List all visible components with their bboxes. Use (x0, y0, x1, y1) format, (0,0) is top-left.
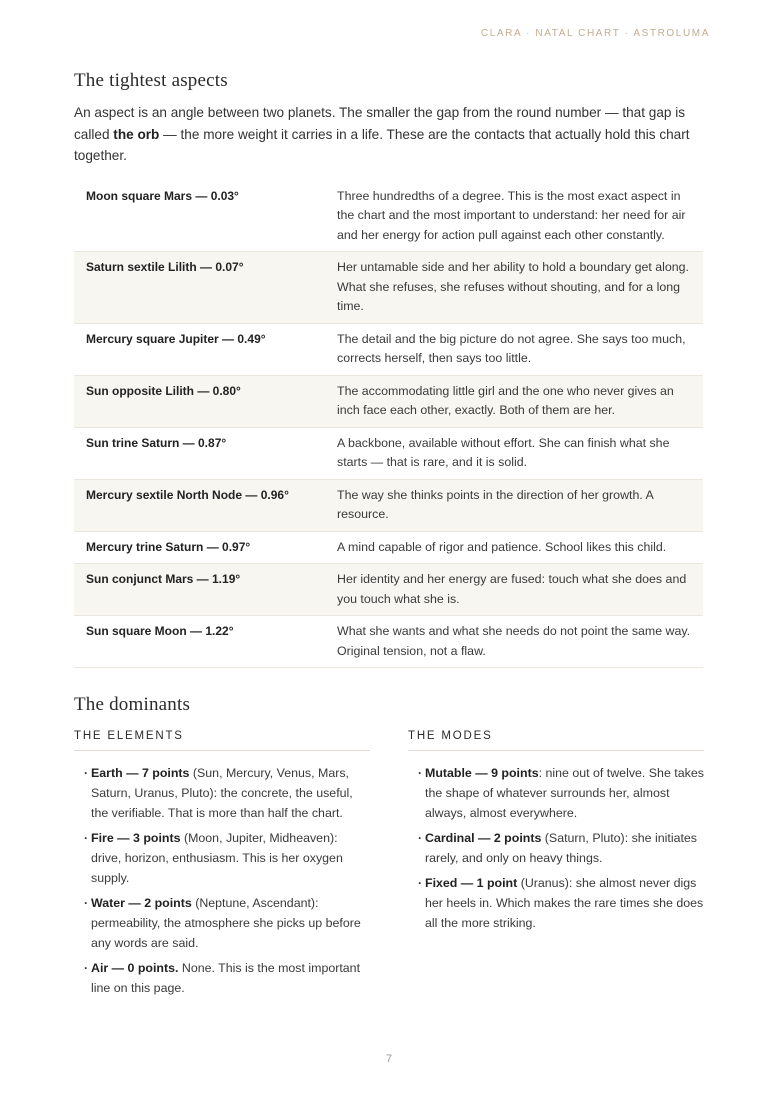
list-item (418, 763, 704, 823)
item-bold: Mutable — 9 points (425, 766, 539, 780)
content (74, 70, 704, 1003)
intro-text-start: An aspect is an angle between two planets. The smaller the gap from the round number — that gap is called (74, 105, 686, 142)
item-bold: Earth — 7 points (91, 766, 190, 780)
item-bold: Water — 2 points (91, 896, 192, 910)
modes-column (408, 730, 704, 1003)
dominants-title: The dominants (74, 694, 191, 715)
table-row (74, 564, 703, 616)
aspect-description: Three hundredths of a degree. This is the most exact aspect in the chart and the most important to understand: her need for air and her energy for action pull against each other constantly. (337, 188, 686, 242)
aspect-description: The way she thinks points in the direction of her growth. A resource. (337, 487, 654, 521)
list-item (418, 873, 704, 933)
table-row (74, 427, 703, 479)
item-text: (Moon, Jupiter, Midheaven): drive, horizon, enthusiasm. This is her oxygen supply. (91, 831, 343, 885)
aspects-table (74, 181, 703, 669)
aspect-description: Her untamable side and her ability to hold a boundary get along. What she refuses, she refuses without shouting, and for a long time. (337, 260, 689, 313)
list-item (84, 828, 370, 888)
aspect-description: Her identity and her energy are fused: touch what she does and you touch what she is. (337, 572, 687, 606)
elements-heading: THE ELEMENTS (74, 730, 370, 751)
aspect-description: The accommodating little girl and the one who never gives an inch face each other, exactly. Both of them are her. (337, 383, 674, 417)
aspects-intro (74, 102, 704, 167)
item-text: None. This is the most important line on this page. (91, 961, 361, 995)
list-item (84, 958, 370, 998)
table-row (74, 323, 703, 375)
table-row (74, 479, 703, 531)
list-item (84, 763, 370, 823)
list-item (84, 893, 370, 953)
aspects-title: The tightest aspects (74, 70, 228, 91)
table-row (74, 181, 703, 252)
dominants-columns (74, 730, 704, 1003)
item-text: (Uranus): she almost never digs her heels in. Which makes the rare times she does all the more striking. (425, 876, 704, 930)
item-text: : nine out of twelve. She takes the shape of whatever surrounds her, almost always, almost everywhere. (425, 766, 704, 820)
table-row (74, 252, 703, 324)
table-row (74, 375, 703, 427)
aspect-name: Sun square Moon — 1.22° (86, 624, 234, 638)
aspect-name: Sun conjunct Mars — 1.19° (86, 572, 241, 586)
list-item (418, 828, 704, 868)
aspect-description: What she wants and what she needs do not point the same way. Original tension, not a flaw. (337, 624, 691, 658)
aspect-description: The detail and the big picture do not agree. She says too much, corrects herself, then says too little. (337, 331, 686, 365)
item-bold: Fixed — 1 point (425, 876, 518, 890)
running-header: CLARA · NATAL CHART · ASTROLUMA (480, 28, 710, 39)
aspect-description: A mind capable of rigor and patience. School likes this child. (337, 539, 667, 554)
modes-list (408, 763, 704, 933)
aspect-name: Moon square Mars — 0.03° (86, 188, 239, 203)
item-text: (Sun, Mercury, Venus, Mars, Saturn, Uranus, Pluto): the concrete, the useful, the verifiable. That is more than half the chart. (91, 766, 353, 820)
intro-bold-term: the orb (113, 126, 160, 142)
aspect-name: Mercury sextile North Node — 0.96° (86, 487, 289, 502)
elements-list (74, 763, 370, 998)
item-text: (Neptune, Ascendant): permeability, the atmosphere she picks up before any words are said. (91, 896, 361, 950)
aspect-name: Mercury square Jupiter — 0.49° (86, 331, 266, 346)
aspect-name: Sun opposite Lilith — 0.80° (86, 383, 241, 398)
aspect-name: Mercury trine Saturn — 0.97° (86, 539, 251, 554)
aspect-name: Sun trine Saturn — 0.87° (86, 435, 227, 450)
item-bold: Air — 0 points. (91, 961, 179, 975)
table-row (74, 616, 703, 668)
modes-heading: THE MODES (408, 730, 704, 751)
aspect-description: A backbone, available without effort. She can finish what she starts — that is rare, and it is solid. (337, 435, 670, 469)
item-bold: Cardinal — 2 points (425, 831, 542, 845)
intro-text-end: — the more weight it carries in a life. These are the contacts that actually hold this chart together. (74, 126, 690, 163)
table-row (74, 531, 703, 564)
page-number: 7 (385, 1053, 393, 1065)
item-bold: Fire — 3 points (91, 831, 181, 845)
item-text: (Saturn, Pluto): she initiates rarely, and only on heavy things. (425, 831, 698, 865)
elements-column (74, 730, 370, 1003)
aspect-name: Saturn sextile Lilith — 0.07° (86, 260, 244, 274)
